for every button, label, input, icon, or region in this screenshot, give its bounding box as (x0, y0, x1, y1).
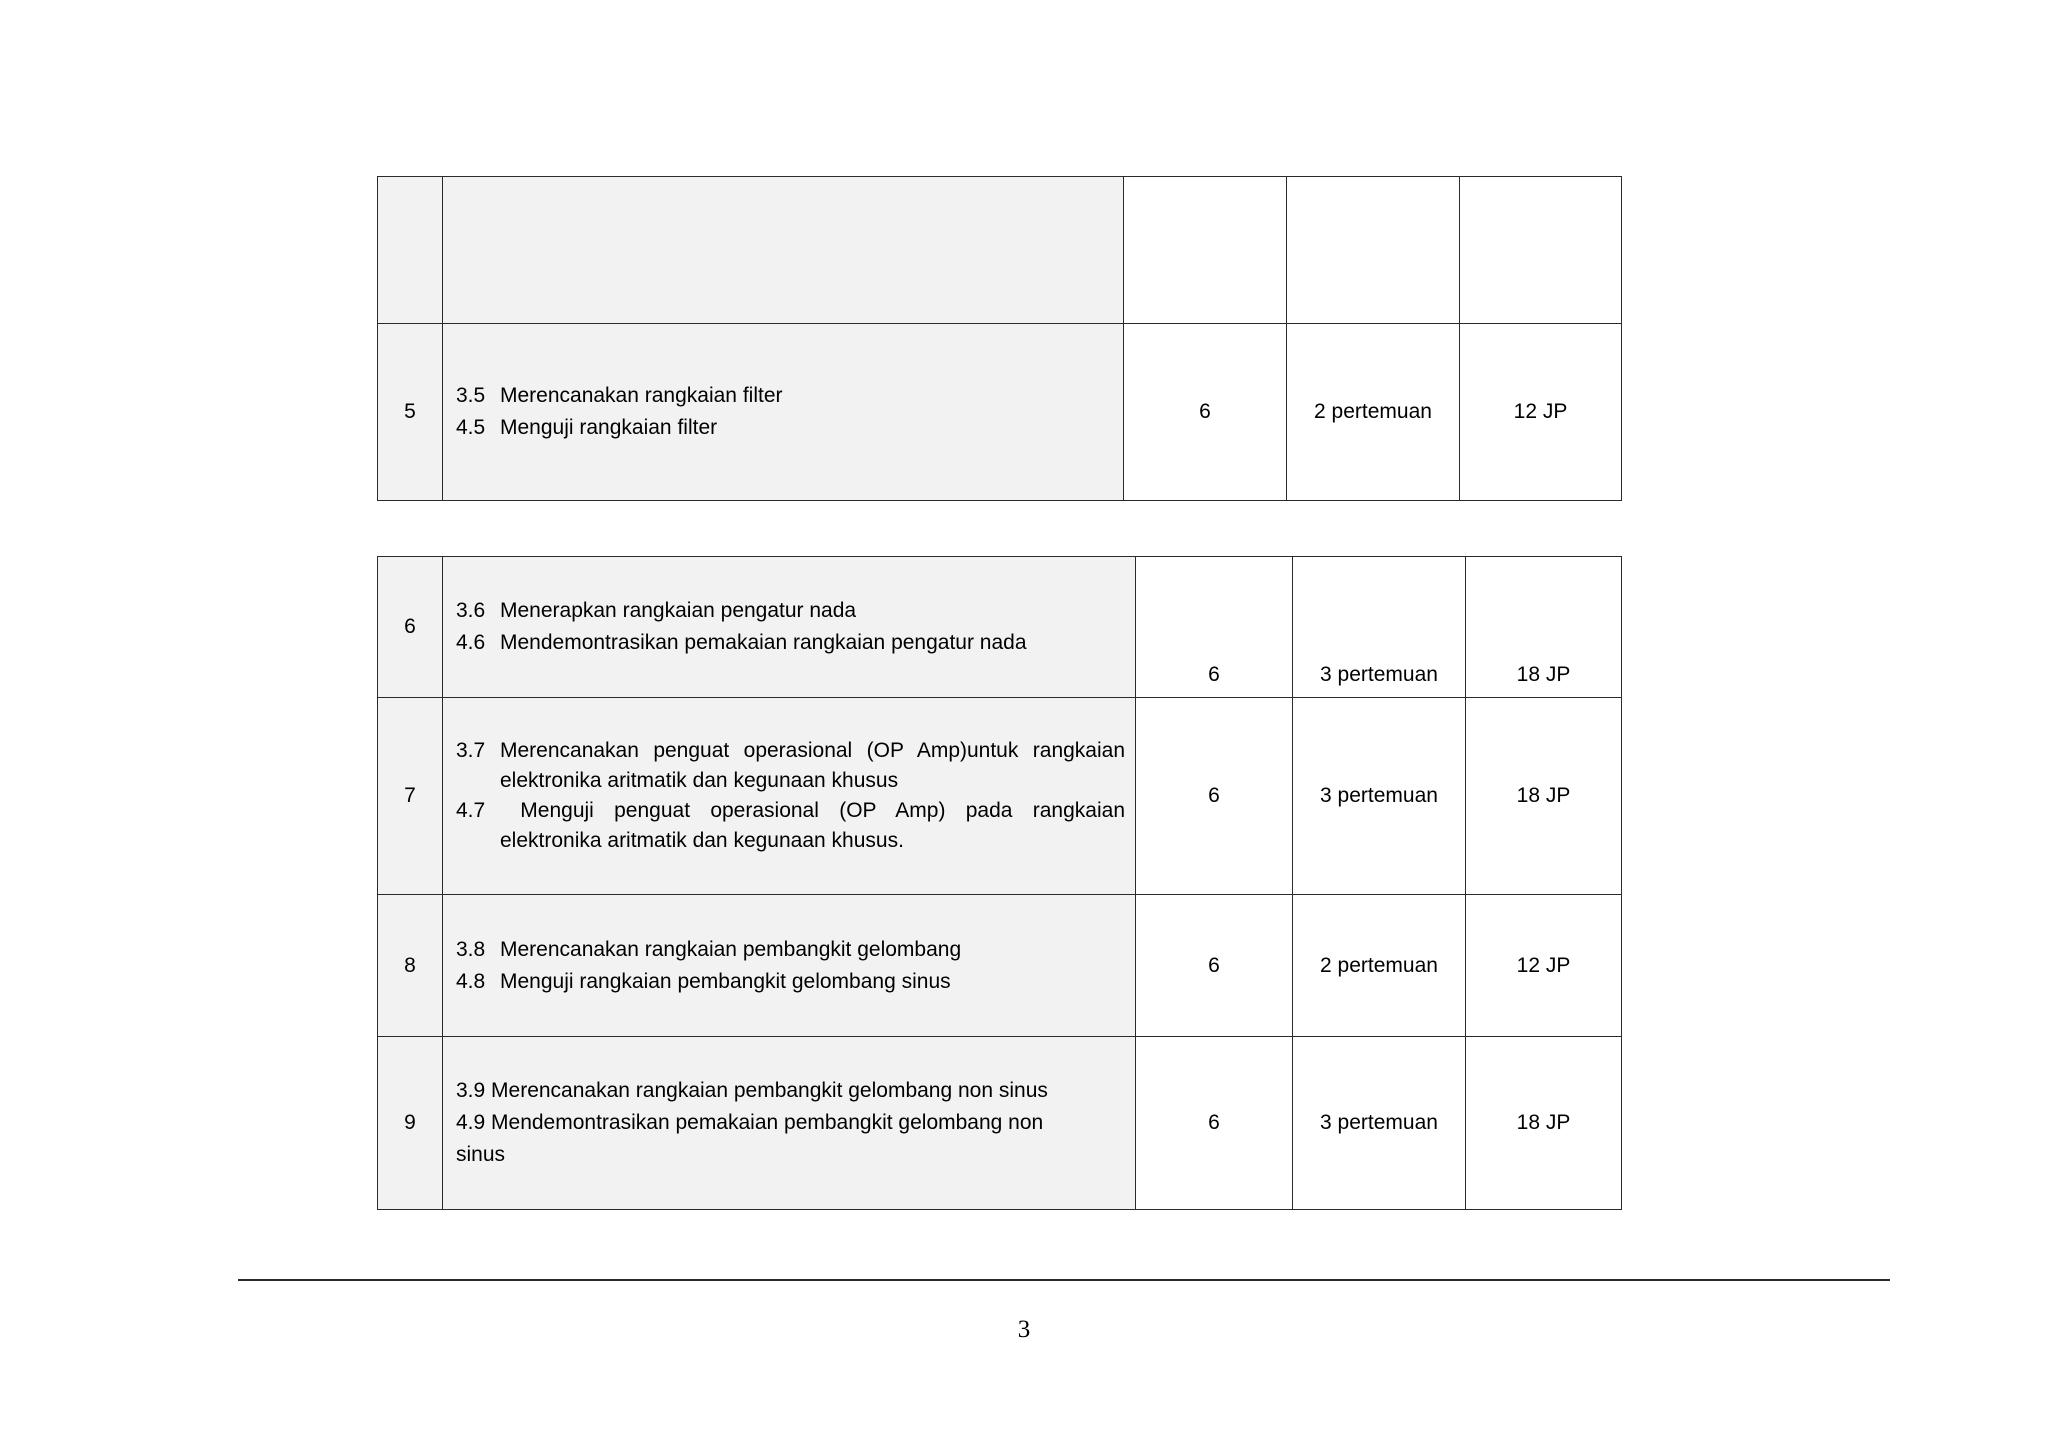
meeting-cell: 3 pertemuan (1293, 557, 1466, 698)
row-number: 7 (378, 698, 443, 895)
hours-cell: 12 JP (1460, 324, 1622, 501)
value-cell: 6 (1136, 698, 1293, 895)
value-cell: 6 (1136, 557, 1293, 698)
row-number: 6 (378, 557, 443, 698)
competency-cell (443, 1037, 1136, 1210)
hours-cell: 18 JP (1466, 1037, 1622, 1210)
competency-line: 3.5 Merencanakan rangkaian filter (456, 384, 783, 407)
row-number: 5 (378, 324, 443, 501)
table-row (378, 895, 1622, 1037)
footer-divider (238, 1279, 1890, 1281)
table-row (378, 1037, 1622, 1210)
hours-cell: 18 JP (1466, 698, 1622, 895)
row-number: 9 (378, 1037, 443, 1210)
meeting-cell: 2 pertemuan (1287, 324, 1460, 501)
competency-line: 4.6 Mendemontrasikan pemakaian rangkaian pengatur nada (456, 631, 1027, 654)
page-number: 3 (1017, 1316, 1031, 1343)
competency-line: 3.6 Menerapkan rangkaian pengatur nada (456, 599, 857, 622)
competency-line: 3.7 Merencanakan penguat operasional (OP Amp)untuk rangkaian elektronika aritmatik dan kegunaan khusus (456, 739, 1125, 792)
row-number-cell (378, 177, 443, 324)
value-cell: 6 (1136, 1037, 1293, 1210)
meeting-cell: 3 pertemuan (1293, 1037, 1466, 1210)
competency-line: 3.9 Merencanakan rangkaian pembangkit gelombang non sinus (456, 1079, 1048, 1102)
value-cell (1124, 177, 1287, 324)
competency-line: 4.9 Mendemontrasikan pemakaian pembangkit gelombang non sinus (456, 1111, 1044, 1166)
competency-line: 4.7 Menguji penguat operasional (OP Amp) pada rangkaian elektronika aritmatik dan kegunaan khusus. (456, 799, 1125, 852)
syllabus-table-continued (377, 176, 1622, 501)
row-number: 8 (378, 895, 443, 1037)
hours-cell: 18 JP (1466, 557, 1622, 698)
meeting-cell: 3 pertemuan (1293, 698, 1466, 895)
table-row (378, 698, 1622, 895)
meeting-cell (1287, 177, 1460, 324)
competency-cell (443, 557, 1136, 698)
competency-cell (443, 177, 1124, 324)
competency-line: 4.8 Menguji rangkaian pembangkit gelombang sinus (456, 969, 951, 993)
table-row (378, 557, 1622, 698)
value-cell: 6 (1124, 324, 1287, 501)
competency-cell (443, 895, 1136, 1037)
competency-line: 4.5 Menguji rangkaian filter (456, 416, 718, 439)
hours-cell: 12 JP (1466, 895, 1622, 1037)
competency-line: 3.8 Merencanakan rangkaian pembangkit gelombang (456, 937, 962, 961)
table-row (378, 177, 1622, 324)
table-row (378, 324, 1622, 501)
value-cell: 6 (1136, 895, 1293, 1037)
syllabus-table (377, 556, 1622, 1210)
hours-cell (1460, 177, 1622, 324)
competency-cell (443, 698, 1136, 895)
meeting-cell: 2 pertemuan (1293, 895, 1466, 1037)
competency-cell (443, 324, 1124, 501)
